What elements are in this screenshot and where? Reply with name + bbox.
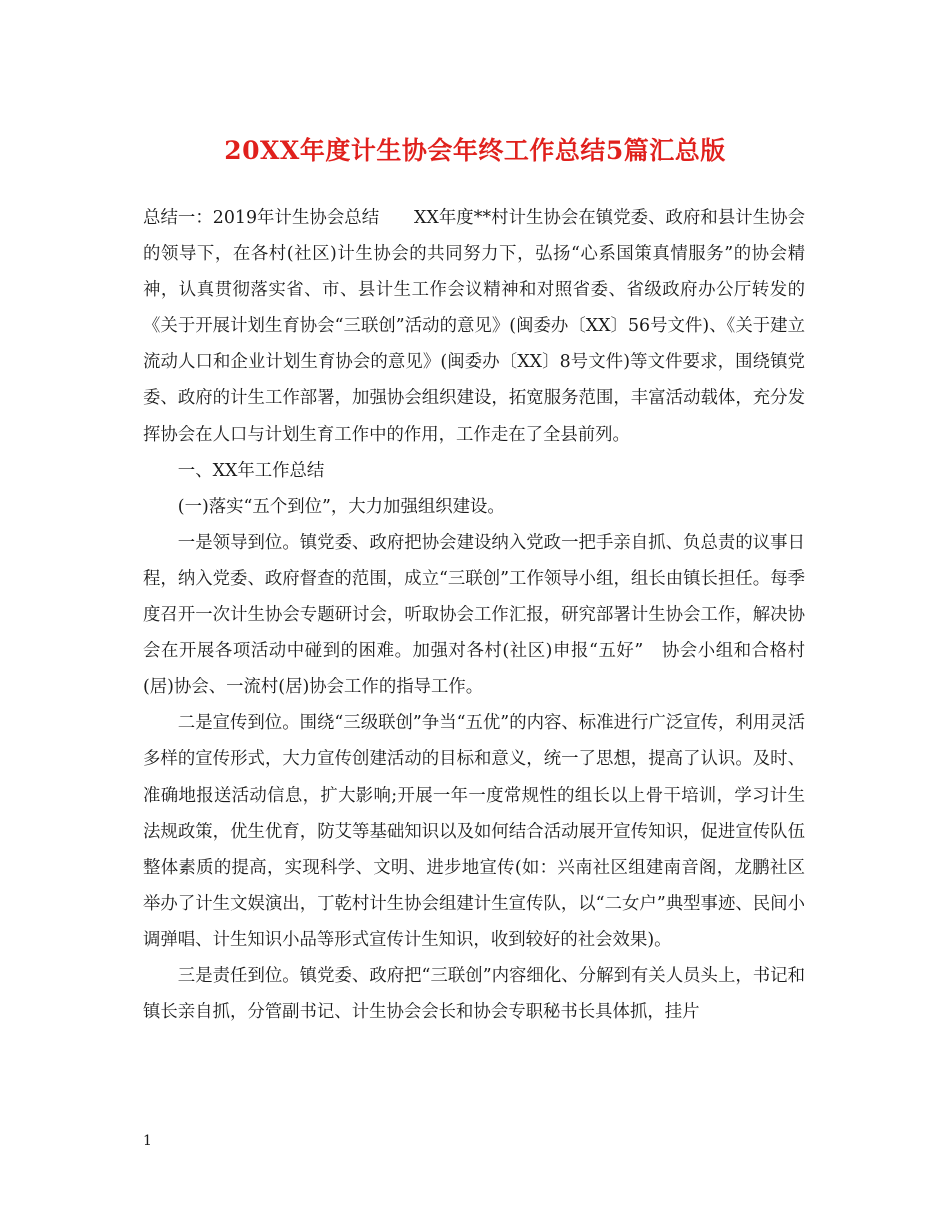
section-heading: 一、XX年工作总结 bbox=[177, 460, 325, 481]
subsection-heading: (一)落实“五个到位”，大力加强组织建设。 bbox=[177, 496, 505, 517]
paragraph-leadership: 一是领导到位。镇党委、政府把协会建设纳入党政一把手亲自抓、负总责的议事日程，纳入党委、政府督查的范围，成立“三联创”工作领导小组，组长由镇长担任。每季度召开一次计生协会专题研讨会，听取协会工作汇报，研究部署计生协会工作，解决协会在开展各项活动中碰到的困难。加强对各村(社区)申报“五好” 协会小组和合格村(居)协会、一流村(居)协会工作的指导工作。 bbox=[143, 532, 805, 698]
paragraph-intro: 总结一：2019年计生协会总结 XX年度**村计生协会在镇党委、政府和县计生协会的领导下，在各村(社区)计生协会的共同努力下，弘扬“心系国策真情服务”的协会精神，认真贯彻落实省、市、县计生工作会议精神和对照省委、省级政府办公厅转发的《关于开展计划生育协会“三联创”活动的意见》(闽委办〔XX〕56号文件)、《关于建立流动人口和企业计划生育协会的意见》(闽委办〔XX〕8号文件)等文件要求，围绕镇党委、政府的计生工作部署，加强协会组织建设，拓宽服务范围，丰富活动载体，充分发挥协会在人口与计划生育工作中的作用，工作走在了全县前列。 bbox=[143, 208, 805, 445]
document-body bbox=[143, 200, 805, 1030]
paragraph-publicity: 二是宣传到位。围绕“三级联创”争当“五优”的内容、标准进行广泛宣传，利用灵活多样的宣传形式，大力宣传创建活动的目标和意义，统一了思想，提高了认识。及时、准确地报送活动信息，扩大影响;开展一年一度常规性的组长以上骨干培训，学习计生法规政策，优生优育，防艾等基础知识以及如何结合活动展开宣传知识，促进宣传队伍整体素质的提高，实现科学、文明、进步地宣传(如：兴南社区组建南音阁，龙鹏社区举办了计生文娱演出，丁乾村计生协会组建计生宣传队，以“二女户”典型事迹、民间小调弹唱、计生知识小品等形式宣传计生知识，收到较好的社会效果)。 bbox=[143, 713, 805, 950]
paragraph-responsibility: 三是责任到位。镇党委、政府把“三联创”内容细化、分解到有关人员头上，书记和镇长亲自抓，分管副书记、计生协会会长和协会专职秘书长具体抓，挂片 bbox=[143, 965, 805, 1023]
page-number: 1 bbox=[143, 1133, 152, 1149]
document-title: 20XX年度计生协会年终工作总结5篇汇总版 bbox=[224, 136, 726, 165]
